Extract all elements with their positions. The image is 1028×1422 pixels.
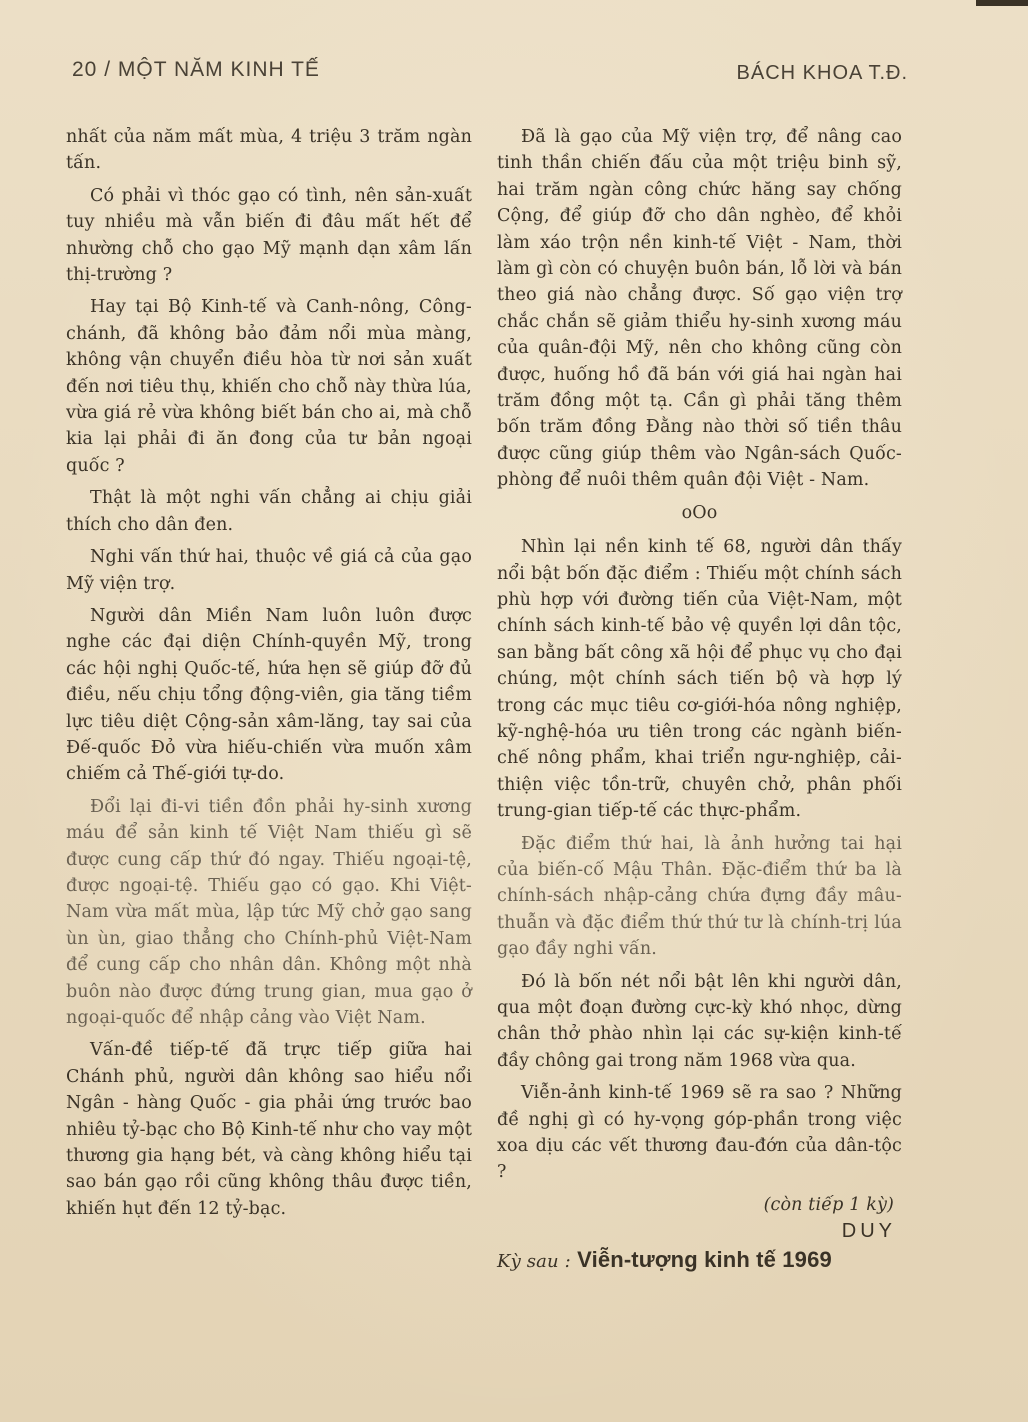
next-issue-line [497,1247,902,1275]
paragraph: Đặc điểm thứ hai, là ảnh hưởng tai hại của biến-cố Mậu Thân. Đặc-điểm thứ ba là chính-sách nhập-cảng chứa đựng đầy mâu-thuẫn và đặc điểm thứ thứ tư là chính-trị lúa gạo đầy nghi vấn. [497,833,902,960]
header-publication: BÁCH KHOA T.Đ. [736,62,908,84]
paragraph: Viễn-ảnh kinh-tế 1969 sẽ ra sao ? Những đề nghị gì có hy-vọng góp-phần trong việc xoa dịu các vết thương đau-đớn của dân-tộc ? [497,1083,902,1183]
paragraph: Vấn-đề tiếp-tế đã trực tiếp giữa hai Chánh phủ, người dân không sao hiểu nổi Ngân - hàng Quốc - gia phải ứng trước bao nhiêu tỷ-bạc cho Bộ Kinh-tế như cho vay một thương gia hạng bét, và càng không hiểu tại sao bán gạo rồi cũng không thâu được tiền, khiến hụt đến 12 tỷ-bạc. [66,1040,472,1219]
running-header [72,58,908,94]
paragraph: Đó là bốn nét nổi bật lên khi người dân, qua một đoạn đường cực-kỳ khó nhọc, dừng chân thở phào nhìn lại các sự-kiện kinh-tế đầy chông gai trong năm 1968 vừa qua. [497,971,902,1071]
paragraph: Nhìn lại nền kinh tế 68, người dân thấy nổi bật bốn đặc điểm : Thiếu một chính sách phù hợp với đường tiến của Việt-Nam, một chính sách kinh-tế bảo vệ quyền lợi dân tộc, san bằng bất công xã hội để phục vụ cho đại chúng, một chính sách tiến bộ và hợp lý trong các mục tiêu cơ-giới-hóa nông nghiệp, kỹ-nghệ-hóa ưu tiên trong các ngành biến-chế nông phẩm, khai triển ngư-nghiệp, cải-thiện việc tồn-trữ, chuyên chở, phân phối trung-gian tiếp-tế các thực-phẩm. [497,537,902,822]
header-page-title: 20 / MỘT NĂM KINH TẾ [72,58,320,81]
right-column [497,124,902,1281]
left-column [66,124,472,1228]
paragraph: Nghi vấn thứ hai, thuộc về giá cả của gạo Mỹ viện trợ. [66,547,472,594]
continued-note: (còn tiếp 1 kỳ) [763,1194,894,1215]
next-issue-label: Kỳ sau : [497,1250,571,1272]
section-divider: oOo [681,502,718,523]
paragraph: Đã là gạo của Mỹ viện trợ, để nâng cao tinh thần chiến đấu của một triệu binh sỹ, hai trăm ngàn công chức hăng say chống Cộng, để giúp đỡ cho dân nghèo, để khỏi làm xáo trộn nền kinh-tế Việt - Nam, thời làm gì còn có chuyện buôn bán, lỗ lời và bán theo giá nào chẳng được. Số gạo viện trợ chắc chắn sẽ giảm thiểu hy-sinh xương máu của quân-đội Mỹ, nên cho không cũng còn được, huống hồ đã bán với giá hai ngàn hai trăm đồng một tạ. Cần gì phải tăng thêm bốn trăm đồng Đằng nào thời số tiền thâu được cũng giúp thêm vào Ngân-sách Quốc-phòng để nuôi thêm quân đội Việt - Nam. [497,127,902,491]
paragraph: Có phải vì thóc gạo có tình, nên sản-xuất tuy nhiều mà vẫn biến đi đâu mất hết để nhường chỗ cho gạo Mỹ mạnh dạn xâm lấn thị-trường ? [66,185,472,286]
paragraph: Thật là một nghi vấn chẳng ai chịu giải thích cho dân đen. [66,488,472,535]
author-signature: DUY [841,1220,896,1243]
paragraph: Hay tại Bộ Kinh-tế và Canh-nông, Công-chánh, đã không bảo đảm nổi mùa màng, không vận chuyển điều hòa từ nơi sản xuất đến nơi tiêu thụ, khiến cho chỗ này thừa lúa, vừa giá rẻ vừa không biết bán cho ai, mà chỗ kia lại phải đi ăn đong của tư bản ngoại quốc ? [66,297,472,476]
paragraph: Đổi lại đi-vi tiền đồn phải hy-sinh xương máu để sản kinh tế Việt Nam thiếu gì sẽ được cung cấp thứ đó ngay. Thiếu ngoại-tệ, được ngoại-tệ. Thiếu gạo có gạo. Khi Việt-Nam vừa mất mùa, lập tức Mỹ chở gạo sang ùn ùn, giao thẳng cho Chính-phủ Việt-Nam để cung cấp cho nhân dân. Không một nhà buôn nào được đứng trung gian, mua gạo ở ngoại-quốc để nhập cảng vào Việt Nam. [66,796,472,1028]
paragraph: Người dân Miền Nam luôn luôn được nghe các đại diện Chính-quyền Mỹ, trong các hội nghị Quốc-tế, hứa hẹn sẽ giúp đỡ đủ điều, nếu chịu tổng động-viên, gia tăng tiềm lực tiêu diệt Cộng-sản xâm-lăng, tay sai của Đế-quốc Đỏ vừa hiếu-chiến vừa muốn xâm chiếm cả Thế-giới tự-do. [66,605,472,785]
page-edge-mark [976,0,1028,6]
paragraph: nhất của năm mất mùa, 4 triệu 3 trăm ngàn tấn. [66,127,472,174]
next-issue-title: Viễn-tượng kinh tế 1969 [577,1246,832,1272]
